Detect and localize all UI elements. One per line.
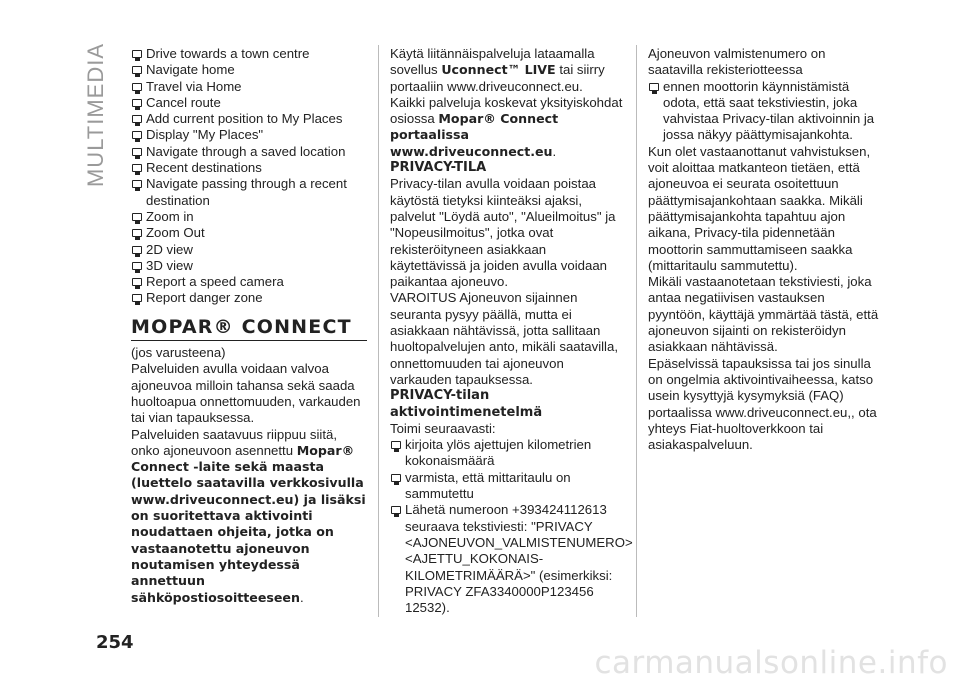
paragraph: Epäselvissä tapauksissa tai jos sinulla on ongelmia aktivointivaiheessa, katso usein kysyttyjä kysymyksiä (FAQ) portaalissa www.driveuconnect.eu,, ota yhteys Fiat-huoltoverkkoon tai asiakaspalveluun. [648, 355, 877, 453]
list-item-text: ennen moottorin käynnistämistä odota, että saat tekstiviestin, joka vahvistaa Privacy-tilan aktivoinnin ja jossa näkyy päättymisajankohta. [663, 78, 875, 143]
command-list-item [131, 274, 367, 290]
watermark: carmanualsonline.info [594, 645, 948, 681]
command-list-item-text: Display "My Places" [146, 127, 264, 143]
paragraph-end: . [299, 589, 304, 605]
bullet-box-icon [132, 213, 142, 221]
command-list-item [131, 160, 367, 176]
paragraph-bold-text: Mopar® Connect portaalissa www.driveuconnect.eu [390, 111, 559, 159]
command-list-item [131, 79, 367, 95]
command-list-item [131, 111, 367, 127]
command-list-item [131, 62, 367, 78]
paragraph: (jos varusteena) [131, 345, 226, 361]
column-3 [648, 46, 884, 453]
paragraph [131, 427, 367, 606]
paragraph: VAROITUS Ajoneuvon sijainnen seuranta pysyy päällä, mutta ei asiakkaan nähtävissä, jotta sallitaan huoltopalvelujen anto, mikäli saatavilla, onnettomuuden tai ajoneuvon varkauden tapauksessa. [390, 290, 618, 387]
command-list-item [131, 242, 367, 258]
command-list-item-text: Recent destinations [146, 160, 262, 176]
bullet-box-icon [132, 66, 142, 74]
command-list-item [131, 144, 367, 160]
command-list-item-text: Navigate through a saved location [146, 143, 346, 159]
command-list-item [131, 258, 367, 274]
bullet-box-icon [132, 262, 142, 270]
paragraph: Toimi seuraavasti: [390, 420, 496, 436]
list-item [390, 502, 633, 616]
paragraph: Privacy-tilan avulla voidaan poistaa käytöstä tietyksi kiinteäksi ajaksi, palvelut "Löydä auto", "Alueilmoitus" ja "Nopeusilmoitus", jotka ovat rekisteröityneen asiakkaan käytettävissä ja joiden avulla voidaan paikantaa ajoneuvo. [390, 176, 616, 290]
bullet-box-icon [132, 115, 142, 123]
paragraph: Ajoneuvon valmistenumero on saatavilla rekisteriotteessa [648, 46, 826, 78]
bullet-box-icon [132, 148, 142, 156]
page-number: 254 [96, 632, 134, 653]
bullet-box-icon [132, 180, 142, 188]
command-list-item-text: Travel via Home [146, 78, 242, 94]
command-list-item [131, 290, 367, 306]
bullet-box-icon [132, 278, 142, 286]
command-list-item-text: Zoom Out [146, 225, 205, 241]
list-item [390, 470, 626, 503]
command-list [131, 46, 367, 307]
paragraph: Mikäli vastaanotetaan tekstiviesti, joka antaa negatiivisen vastauksen pyyntöön, käyttäjä ymmärtää tästä, että ajoneuvon sijainti on rekisteröidyn asiakkaan nähtävissä. [648, 274, 879, 355]
bullet-box-icon [391, 441, 401, 449]
command-list-item [131, 209, 367, 225]
bullet-box-icon [132, 246, 142, 254]
column-divider-1 [378, 45, 379, 617]
side-title-text: MULTIMEDIA [83, 42, 108, 188]
list-item-text: varmista, että mittaritaulu on sammutettu [405, 469, 571, 502]
column-1 [131, 46, 367, 606]
command-list-item-text: 2D view [146, 241, 193, 257]
paragraph-bold-text: Mopar® Connect -laite sekä maasta (luettelo saatavilla verkkosivulla www.driveuconnect.eu) ja lisäksi on suoritettava aktivointi noudattaen ohjeita, jotka on vastaanotettu ajoneuvon noutamisen yhteydessä annettuun sähköpostiosoitteeseen [131, 442, 366, 605]
bullet-box-icon [391, 474, 401, 482]
section-heading-mopar-connect: MOPAR® CONNECT [131, 319, 367, 341]
paragraph-end: . [552, 143, 557, 159]
section-side-title [82, 40, 110, 190]
app-name: Uconnect™ LIVE [441, 62, 556, 78]
column-2 [390, 46, 633, 616]
list-item [390, 437, 626, 470]
paragraph-text: Käytä liitännäispalveluja lataamalla sovellus [390, 46, 595, 78]
bullet-box-icon [132, 131, 142, 139]
subheading-activation-method: PRIVACY-tilan aktivointimenetelmä [390, 388, 543, 420]
bullet-box-icon [649, 83, 659, 91]
command-list-item-text: Drive towards a town centre [146, 46, 310, 61]
bullet-box-icon [132, 229, 142, 237]
command-list-item [131, 95, 367, 111]
command-list-item [131, 46, 367, 62]
command-list-item-text: Navigate home [146, 62, 235, 78]
command-list-item [131, 127, 367, 143]
bullet-box-icon [132, 164, 142, 172]
bullet-box-icon [391, 506, 401, 514]
paragraph-text: tai siirry portaaliin www.driveuconnect.eu. [390, 62, 605, 94]
paragraph-text: Kaikki palveluja koskevat yksityiskohdat osiossa [390, 94, 623, 127]
paragraph [390, 95, 626, 160]
command-list-item-text: Report danger zone [146, 290, 263, 306]
command-list-item-text: Report a speed camera [146, 274, 284, 290]
paragraph [390, 46, 626, 95]
bullet-box-icon [132, 83, 142, 91]
list-item-text: Lähetä numeroon +393424112613 seuraava tekstiviesti: "PRIVACY <AJONEUVON_VALMISTENUMERO> <AJETTU_KOKONAIS-KILOMETRIMÄÄRÄ>" (esimerkiksi: PRIVACY ZFA3340000P123456 12532). [405, 502, 633, 616]
paragraph: Kun olet vastaanottanut vahvistuksen, voit aloittaa matkanteon tietäen, että ajoneuvoa ei seurata osoitettuun päättymisajankohtaan saakka. Mikäli päättymisajankohta tapahtuu ajon aikana, Privacy-tila pidennetään moottorin sammuttamiseen saakka (mittaritaulu sammutettu). [648, 143, 871, 273]
command-list-item-text: Add current position to My Places [146, 111, 343, 127]
list-item [648, 79, 884, 144]
command-list-item-text: Navigate passing through a recent destination [146, 176, 347, 208]
command-list-item-text: 3D view [146, 257, 193, 273]
paragraph: Palveluiden avulla voidaan valvoa ajoneuvoa milloin tahansa sekä saada huoltoapua onnettomuuden, varkauden tai vian tapauksessa. [131, 361, 361, 426]
bullet-box-icon [132, 99, 142, 107]
bullet-box-icon [132, 50, 142, 58]
bullet-box-icon [132, 294, 142, 302]
command-list-item [131, 225, 367, 241]
subheading-privacy-tila: PRIVACY-TILA [390, 160, 487, 176]
command-list-item [131, 176, 367, 209]
command-list-item-text: Cancel route [146, 94, 221, 110]
list-item-text: kirjoita ylös ajettujen kilometrien kokonaismäärä [405, 437, 592, 469]
column-divider-2 [636, 45, 637, 617]
command-list-item-text: Zoom in [146, 208, 194, 224]
paragraph-text: Palveluiden saatavuus riippuu siitä, onko ajoneuvoon asennettu [131, 426, 337, 458]
